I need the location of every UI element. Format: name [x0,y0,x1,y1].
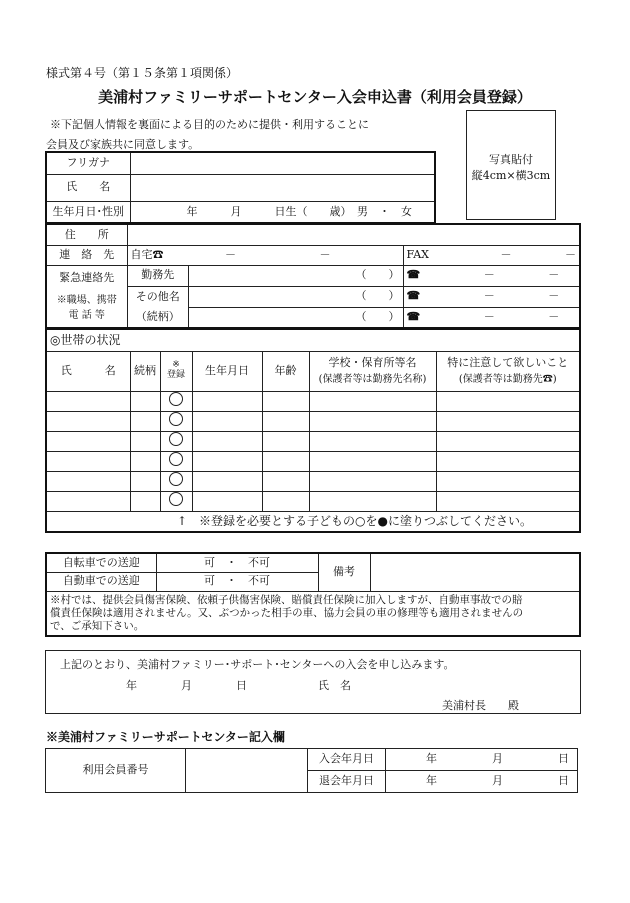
member-age[interactable] [262,471,309,491]
member-notes[interactable] [436,411,580,431]
fax-dash-1: － [500,247,512,261]
office-table [45,748,578,793]
remarks-field[interactable] [370,553,580,591]
car-options[interactable]: 可 ・ 不可 [156,572,318,591]
member-birth[interactable] [192,451,262,471]
application-addressee: 美浦村長 殿 [442,699,519,712]
page-title: 美浦村ファミリーサポートセンター入会申込書（利用会員登録） [98,88,532,106]
insurance-notice-2: 償責任保険は適用されません。又、ぶつかった相手の車、協力会員の車の修理等も適用されませんの [50,606,524,619]
col-age: 年齢 [262,351,309,391]
join-date-field[interactable]: 年 月 日 [386,749,578,771]
other-field[interactable] [188,286,403,307]
work-paren: （ ） [355,268,400,282]
relation-paren: （ ） [355,310,400,324]
fax-spacer [379,245,403,265]
register-circle-icon [169,392,183,406]
relation-tel-dash-2: － [548,310,560,324]
relation-tel-dash-1: － [483,310,495,324]
member-relation[interactable] [130,391,160,411]
photo-label: 写真貼付 [489,153,533,166]
member-birth[interactable] [192,391,262,411]
member-relation[interactable] [130,471,160,491]
work-tel-field[interactable] [403,265,580,286]
member-birth[interactable] [192,491,262,511]
member-age[interactable] [262,431,309,451]
car-label: 自動車での送迎 [46,572,156,591]
member-birth[interactable] [192,411,262,431]
col-register [160,351,192,391]
bicycle-label: 自転車での送迎 [46,553,156,572]
insurance-notice-1: ※村では、提供会員傷害保険、依頼子供傷害保険、賠償責任保険に加入しますが、自動車事故での賠 [50,593,523,606]
household-heading: ◎世帯の状況 [46,329,580,351]
table-row [46,451,580,471]
applicant-table [45,151,436,224]
phone-icon: ☎ [406,310,421,324]
address-field[interactable] [127,224,580,245]
table-row [46,471,580,491]
application-statement: 上記のとおり、美浦村ファミリー･サポート･センターへの入会を申し込みます。 [60,658,455,671]
register-circle[interactable] [160,411,192,431]
home-tel-field[interactable] [127,245,379,265]
register-circle[interactable] [160,391,192,411]
furigana-label: フリガナ [46,152,130,174]
home-tel-dash-2: － [319,247,331,261]
register-circle-icon [169,412,183,426]
other-label: その他名 [135,289,180,303]
household-table [45,328,581,533]
other-tel-field[interactable] [403,286,580,307]
member-name[interactable] [46,391,130,411]
col-relation: 続柄 [130,351,160,391]
register-footnote: ↑ ※登録を必要とする子どもの○を●に塗りつぶしてください。 [46,511,580,532]
member-notes[interactable] [436,471,580,491]
consent-text-1: ※下記個人情報を裏面による目的のために提供・利用することに [50,118,369,131]
remarks-label: 備考 [318,553,370,591]
member-school[interactable] [309,451,436,471]
relation-tel-field[interactable] [403,307,580,328]
leave-date-field[interactable]: 年 月 日 [386,771,578,793]
application-name-label: 氏 名 [318,679,351,692]
other-tel-dash-1: － [483,289,495,303]
home-tel-dash-1: － [225,247,236,261]
work-tel-dash-2: － [548,268,560,282]
emergency-note-2: 電 話 等 [68,309,105,321]
contact-label: 連 絡 先 [46,245,127,265]
member-relation[interactable] [130,451,160,471]
relation-label: （続柄） [135,309,180,323]
emergency-label-cell [46,265,127,328]
member-relation[interactable] [130,491,160,511]
member-school[interactable] [309,391,436,411]
col-school [309,351,436,391]
contact-table [45,223,581,329]
member-name[interactable] [46,491,130,511]
table-row [46,411,580,431]
table-row [46,431,580,451]
member-name[interactable] [46,411,130,431]
col-birth: 生年月日 [192,351,262,391]
name-field[interactable] [130,174,435,201]
member-relation[interactable] [130,411,160,431]
phone-icon: ☎ [406,268,421,282]
other-tel-dash-2: － [548,289,560,303]
photo-size: 縦4cm×横3cm [471,169,551,182]
member-no-field[interactable] [186,749,308,793]
consent-text-2: 会員及び家族共に同意します。 [46,138,200,151]
member-age[interactable] [262,391,309,411]
phone-icon: ☎ [406,289,421,303]
fax-label: FAX [406,247,429,261]
application-date[interactable]: 年 月 日 [126,679,247,692]
member-notes[interactable] [436,491,580,511]
member-school[interactable] [309,411,436,431]
member-name[interactable] [46,431,130,451]
other-relation-label-cell [127,286,188,328]
other-paren: （ ） [355,289,400,303]
join-date-label: 入会年月日 [308,749,386,771]
register-circle-icon [169,492,183,506]
form-id: 様式第４号（第１５条第１項関係） [46,66,239,80]
table-row [46,391,580,411]
address-label: 住 所 [46,224,127,245]
register-circle[interactable] [160,471,192,491]
col-school-note: (保護者等は勤務先名称) [318,373,427,385]
col-register-label: 登録 [166,370,185,380]
photo-box [466,110,556,220]
col-register-mark: ※ [172,360,180,371]
col-notes [436,351,580,391]
name-label: 氏 名 [46,174,130,201]
member-school[interactable] [309,471,436,491]
transport-table [45,552,581,637]
application-box [45,650,581,714]
member-no-label: 利用会員番号 [46,749,186,793]
member-notes[interactable] [436,391,580,411]
col-notes-title: 特に注意して欲しいこと [447,356,569,370]
member-birth[interactable] [192,471,262,491]
register-circle[interactable] [160,451,192,471]
register-circle-icon [169,472,183,486]
emergency-note-1: ※職場、携帯 [56,294,117,306]
insurance-notice [46,591,580,636]
table-row [46,491,580,511]
fax-dash-2: － [564,247,576,261]
member-age[interactable] [262,491,309,511]
relation-field[interactable] [188,307,403,328]
birth-gender-label: 生年月日･性別 [46,201,130,223]
register-circle[interactable] [160,491,192,511]
office-heading: ※美浦村ファミリーサポートセンター記入欄 [46,730,285,744]
member-school[interactable] [309,491,436,511]
emergency-label: 緊急連絡先 [59,271,115,284]
member-school[interactable] [309,431,436,451]
register-circle-icon [169,452,183,466]
birth-gender-field[interactable]: 年 月 日生（ 歳） 男 ・ 女 [130,201,435,223]
work-tel-dash-1: － [483,268,495,282]
member-notes[interactable] [436,431,580,451]
work-field[interactable] [188,265,403,286]
bicycle-options[interactable]: 可 ・ 不可 [156,553,318,572]
insurance-notice-3: で、ご承知下さい。 [50,619,145,632]
member-name[interactable] [46,451,130,471]
furigana-field[interactable] [130,152,435,174]
home-tel-label: 自宅☎ [130,247,164,261]
fax-field[interactable] [403,245,580,265]
member-relation[interactable] [130,431,160,451]
member-name[interactable] [46,471,130,491]
leave-date-label: 退会年月日 [308,771,386,793]
col-notes-note: (保護者等は勤務先☎) [458,373,557,385]
member-birth[interactable] [192,431,262,451]
member-age[interactable] [262,451,309,471]
member-age[interactable] [262,411,309,431]
member-notes[interactable] [436,451,580,471]
register-circle[interactable] [160,431,192,451]
register-circle-icon [169,432,183,446]
col-school-title: 学校・保育所等名 [328,356,417,370]
work-label: 勤務先 [127,265,188,286]
col-name: 氏 名 [46,351,130,391]
